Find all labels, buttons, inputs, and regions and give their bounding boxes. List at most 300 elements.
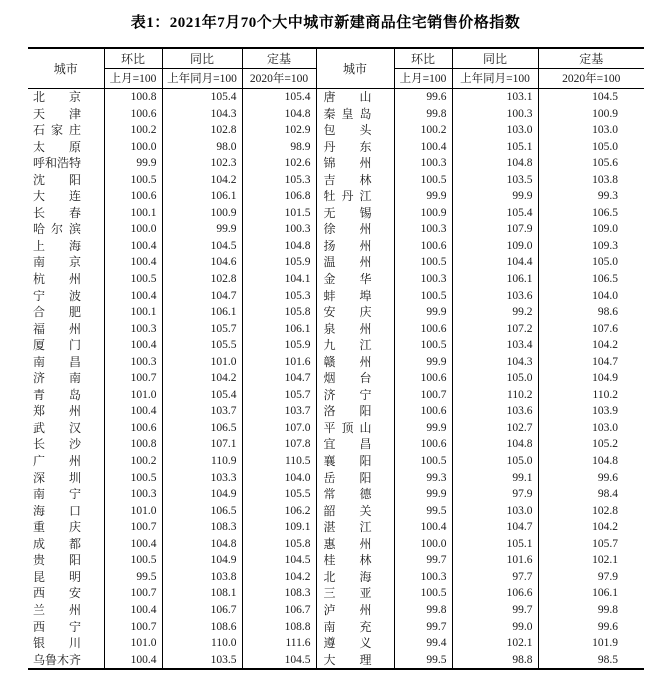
yoy-value-right: 101.6 — [452, 552, 538, 569]
mom-value-left: 100.4 — [104, 254, 162, 271]
yoy-value-left: 106.1 — [162, 304, 242, 321]
city-name-left: 哈尔滨 — [33, 222, 81, 237]
yoy-value-left: 102.8 — [162, 122, 242, 139]
city-name-left: 杭州 — [33, 272, 81, 287]
yoy-value-left: 106.5 — [162, 420, 242, 437]
header-fixedbase-right: 定基 — [538, 48, 644, 69]
table-row — [28, 254, 644, 271]
mom-value-left: 100.4 — [104, 536, 162, 553]
yoy-value-left: 103.8 — [162, 569, 242, 586]
city-name-left: 合肥 — [33, 305, 81, 320]
yoy-value-right: 105.0 — [452, 370, 538, 387]
mom-value-left: 100.7 — [104, 619, 162, 636]
table-row — [28, 139, 644, 156]
mom-value-left: 100.4 — [104, 238, 162, 255]
city-cell-left — [28, 619, 104, 636]
city-name-left: 沈阳 — [33, 172, 81, 187]
city-cell-right — [316, 321, 394, 338]
mom-value-right: 99.8 — [394, 106, 452, 123]
yoy-value-right: 97.9 — [452, 486, 538, 503]
fixedbase-value-right: 105.7 — [592, 537, 618, 550]
mom-value-right: 100.9 — [394, 205, 452, 222]
city-name-right: 包头 — [323, 123, 372, 138]
fixedbase-value-right: 97.9 — [597, 570, 618, 583]
city-cell-right — [316, 238, 394, 255]
city-name-left: 呼和浩特 — [33, 156, 82, 171]
fixedbase-value-right: 98.6 — [597, 306, 618, 319]
fixedbase-value-left: 111.6 — [242, 635, 316, 652]
city-name-left: 兰州 — [33, 602, 81, 617]
yoy-value-left: 102.3 — [162, 155, 242, 172]
city-cell-left — [28, 536, 104, 553]
table-row — [28, 271, 644, 288]
fixedbase-value-left: 102.6 — [242, 155, 316, 172]
city-cell-right — [316, 354, 394, 371]
mom-value-left: 100.4 — [104, 337, 162, 354]
fixedbase-value-right: 104.2 — [592, 339, 618, 352]
mom-value-right: 99.9 — [394, 188, 452, 205]
city-cell-right — [316, 536, 394, 553]
city-name-left: 天津 — [33, 106, 81, 121]
yoy-value-right: 104.4 — [452, 254, 538, 271]
mom-value-right: 99.4 — [394, 635, 452, 652]
table-row — [28, 436, 644, 453]
table-row — [28, 403, 644, 420]
yoy-value-right: 107.2 — [452, 321, 538, 338]
city-cell-right — [316, 172, 394, 189]
city-name-left: 北京 — [33, 90, 81, 104]
city-name-left: 石家庄 — [33, 123, 81, 138]
city-name-right: 北海 — [323, 569, 372, 584]
mom-value-right: 100.6 — [394, 403, 452, 420]
city-cell-right — [316, 569, 394, 586]
yoy-value-left: 103.5 — [162, 652, 242, 670]
fixedbase-value-right: 104.7 — [592, 355, 618, 368]
city-cell-right — [316, 585, 394, 602]
mom-value-left: 100.0 — [104, 139, 162, 156]
header-city-left: 城市 — [28, 48, 104, 89]
mom-value-right: 100.6 — [394, 370, 452, 387]
mom-value-right: 100.5 — [394, 254, 452, 271]
city-name-left: 海口 — [33, 503, 81, 518]
fixedbase-value-right: 107.6 — [592, 322, 618, 335]
city-cell-right — [316, 635, 394, 652]
mom-value-left: 101.0 — [104, 503, 162, 520]
fixedbase-value-right: 105.0 — [592, 140, 618, 153]
city-name-right: 韶关 — [323, 503, 372, 518]
table-row — [28, 221, 644, 238]
mom-value-right: 100.0 — [394, 536, 452, 553]
city-name-right: 泉州 — [323, 321, 372, 336]
yoy-value-left: 106.5 — [162, 503, 242, 520]
mom-value-left: 100.5 — [104, 552, 162, 569]
table-row — [28, 155, 644, 172]
fixedbase-value-left: 104.8 — [242, 106, 316, 123]
page-title: 表1：2021年7月70个大中城市新建商品住宅销售价格指数 — [130, 15, 521, 31]
fixedbase-value-right: 104.0 — [592, 289, 618, 302]
city-name-left: 青岛 — [33, 387, 81, 402]
city-cell-left — [28, 122, 104, 139]
yoy-value-right: 106.6 — [452, 585, 538, 602]
fixedbase-value-left: 101.6 — [242, 354, 316, 371]
fixedbase-value-right: 109.3 — [592, 239, 618, 252]
table-row — [28, 354, 644, 371]
fixedbase-value-right: 104.5 — [592, 91, 618, 103]
fixedbase-value-left: 104.2 — [242, 569, 316, 586]
fixedbase-value-right: 110.2 — [592, 388, 618, 401]
fixedbase-value-right: 105.2 — [592, 438, 618, 451]
city-name-left: 南宁 — [33, 487, 81, 502]
city-cell-left — [28, 519, 104, 536]
mom-value-left: 100.8 — [104, 89, 162, 106]
table-row — [28, 172, 644, 189]
fixedbase-value-right: 104.9 — [592, 372, 618, 385]
city-name-left: 太原 — [33, 139, 81, 154]
city-cell-left — [28, 271, 104, 288]
city-cell-right — [316, 420, 394, 437]
city-name-right: 常德 — [323, 487, 372, 502]
mom-value-left: 99.9 — [104, 155, 162, 172]
mom-value-right: 99.9 — [394, 354, 452, 371]
mom-value-right: 100.6 — [394, 436, 452, 453]
fixedbase-value-right: 103.0 — [592, 124, 618, 137]
mom-value-left: 100.4 — [104, 403, 162, 420]
city-name-left: 昆明 — [33, 569, 81, 584]
city-cell-left — [28, 470, 104, 487]
city-cell-right — [316, 436, 394, 453]
city-cell-left — [28, 420, 104, 437]
yoy-value-right: 104.8 — [452, 155, 538, 172]
mom-value-left: 100.6 — [104, 188, 162, 205]
mom-value-right: 99.9 — [394, 486, 452, 503]
table-row — [28, 238, 644, 255]
table-row — [28, 635, 644, 652]
city-name-right: 岳阳 — [323, 470, 372, 485]
mom-value-left: 100.4 — [104, 288, 162, 305]
fixedbase-value-left: 108.8 — [242, 619, 316, 636]
fixedbase-value-right: 105.0 — [592, 256, 618, 269]
city-name-left: 长春 — [33, 205, 81, 220]
city-name-right: 徐州 — [323, 222, 372, 237]
city-cell-left — [28, 453, 104, 470]
yoy-value-right: 103.5 — [452, 172, 538, 189]
fixedbase-value-left: 98.9 — [242, 139, 316, 156]
fixedbase-value-left: 105.9 — [242, 254, 316, 271]
mom-value-right: 100.6 — [394, 238, 452, 255]
table-row — [28, 619, 644, 636]
city-cell-right — [316, 89, 394, 106]
mom-value-left: 100.6 — [104, 420, 162, 437]
yoy-value-left: 104.7 — [162, 288, 242, 305]
yoy-value-left: 108.1 — [162, 585, 242, 602]
fixedbase-value-left: 105.7 — [242, 387, 316, 404]
yoy-value-left: 105.4 — [162, 89, 242, 106]
fixedbase-value-left: 108.3 — [242, 585, 316, 602]
fixedbase-value-right: 98.4 — [597, 488, 618, 501]
fixedbase-value-left: 107.0 — [242, 420, 316, 437]
fixedbase-value-right: 106.5 — [592, 206, 618, 219]
mom-value-left: 100.7 — [104, 370, 162, 387]
fixedbase-value-left: 105.3 — [242, 288, 316, 305]
city-name-right: 锦州 — [323, 156, 372, 171]
fixedbase-value-left: 105.5 — [242, 486, 316, 503]
mom-value-left: 100.2 — [104, 453, 162, 470]
mom-value-left: 100.7 — [104, 519, 162, 536]
table-row — [28, 652, 644, 670]
fixedbase-value-left: 105.3 — [242, 172, 316, 189]
city-cell-right — [316, 122, 394, 139]
city-cell-left — [28, 172, 104, 189]
fixedbase-value-left: 104.5 — [242, 552, 316, 569]
city-cell-left — [28, 304, 104, 321]
city-name-right: 吉林 — [323, 172, 372, 187]
fixedbase-value-left: 110.5 — [242, 453, 316, 470]
yoy-value-right: 100.3 — [452, 106, 538, 123]
mom-value-right: 99.6 — [394, 89, 452, 106]
yoy-value-right: 103.4 — [452, 337, 538, 354]
fixedbase-value-left: 105.9 — [242, 337, 316, 354]
mom-value-right: 100.2 — [394, 122, 452, 139]
city-name-right: 襄阳 — [323, 454, 372, 469]
city-cell-left — [28, 486, 104, 503]
header-mom-right: 环比 — [394, 48, 452, 69]
city-name-left: 武汉 — [33, 420, 81, 435]
city-name-right: 泸州 — [323, 602, 372, 617]
yoy-value-right: 97.7 — [452, 569, 538, 586]
city-cell-right — [316, 486, 394, 503]
mom-value-left: 100.3 — [104, 486, 162, 503]
fixedbase-value-right: 101.9 — [592, 637, 618, 650]
mom-value-left: 100.2 — [104, 122, 162, 139]
fixedbase-value-right: 99.6 — [597, 471, 618, 484]
yoy-value-left: 98.0 — [162, 139, 242, 156]
mom-value-left: 100.8 — [104, 436, 162, 453]
city-cell-right — [316, 503, 394, 520]
mom-value-left: 100.3 — [104, 321, 162, 338]
mom-value-left: 100.3 — [104, 354, 162, 371]
fixedbase-value-right: 99.6 — [597, 620, 618, 633]
yoy-value-right: 103.6 — [452, 288, 538, 305]
table-row — [28, 536, 644, 553]
yoy-value-right: 104.8 — [452, 436, 538, 453]
city-cell-right — [316, 271, 394, 288]
city-name-right: 桂林 — [323, 553, 372, 568]
yoy-value-left: 104.9 — [162, 552, 242, 569]
header-yoy-right: 同比 — [452, 48, 538, 69]
header-fixedbase-base-right: 2020年=100 — [538, 69, 644, 89]
mom-value-right: 100.3 — [394, 221, 452, 238]
city-name-right: 无锡 — [323, 205, 372, 220]
fixedbase-value-left: 105.4 — [242, 89, 316, 106]
table-row — [28, 569, 644, 586]
fixedbase-value-right: 103.8 — [592, 173, 618, 186]
fixedbase-value-right: 98.5 — [597, 653, 618, 666]
fixedbase-value-left: 103.7 — [242, 403, 316, 420]
fixedbase-value-left: 102.9 — [242, 122, 316, 139]
city-cell-left — [28, 354, 104, 371]
city-name-left: 南昌 — [33, 354, 81, 369]
city-name-left: 西安 — [33, 586, 81, 601]
yoy-value-right: 104.7 — [452, 519, 538, 536]
yoy-value-right: 103.6 — [452, 403, 538, 420]
city-name-right: 惠州 — [323, 536, 372, 551]
yoy-value-right: 105.1 — [452, 139, 538, 156]
fixedbase-value-left: 100.3 — [242, 221, 316, 238]
fixedbase-value-left: 107.8 — [242, 436, 316, 453]
city-cell-left — [28, 321, 104, 338]
yoy-value-left: 108.6 — [162, 619, 242, 636]
fixedbase-value-right: 105.6 — [592, 157, 618, 170]
mom-value-right: 100.5 — [394, 288, 452, 305]
fixedbase-value-right: 106.1 — [592, 587, 618, 600]
table-row — [28, 602, 644, 619]
header-fixedbase-left: 定基 — [242, 48, 316, 69]
yoy-value-right: 109.0 — [452, 238, 538, 255]
yoy-value-left: 103.3 — [162, 470, 242, 487]
table-row — [28, 387, 644, 404]
city-name-right: 湛江 — [323, 520, 372, 535]
mom-value-left: 101.0 — [104, 387, 162, 404]
city-cell-left — [28, 569, 104, 586]
city-name-right: 唐山 — [323, 90, 372, 104]
city-name-left: 深圳 — [33, 470, 81, 485]
table-header — [28, 48, 644, 89]
table-row — [28, 288, 644, 305]
fixedbase-value-left: 106.7 — [242, 602, 316, 619]
city-name-left: 乌鲁木齐 — [33, 652, 82, 667]
yoy-value-left: 104.8 — [162, 536, 242, 553]
yoy-value-right: 107.9 — [452, 221, 538, 238]
city-cell-left — [28, 602, 104, 619]
city-name-right: 扬州 — [323, 238, 372, 253]
city-cell-right — [316, 652, 394, 670]
city-cell-left — [28, 238, 104, 255]
table-row — [28, 519, 644, 536]
yoy-value-right: 106.1 — [452, 271, 538, 288]
city-cell-right — [316, 387, 394, 404]
mom-value-right: 100.3 — [394, 271, 452, 288]
fixedbase-value-left: 106.1 — [242, 321, 316, 338]
yoy-value-right: 105.4 — [452, 205, 538, 222]
table-row — [28, 304, 644, 321]
table-row — [28, 188, 644, 205]
city-name-right: 秦皇岛 — [323, 106, 372, 121]
table-row — [28, 503, 644, 520]
yoy-value-right: 102.7 — [452, 420, 538, 437]
fixedbase-value-left: 104.5 — [242, 652, 316, 670]
city-name-left: 福州 — [33, 321, 81, 336]
city-cell-left — [28, 221, 104, 238]
mom-value-left: 100.7 — [104, 585, 162, 602]
city-cell-left — [28, 436, 104, 453]
city-cell-left — [28, 288, 104, 305]
city-cell-right — [316, 337, 394, 354]
yoy-value-right: 105.1 — [452, 536, 538, 553]
mom-value-left: 100.4 — [104, 602, 162, 619]
header-yoy-left: 同比 — [162, 48, 242, 69]
fixedbase-value-right: 100.9 — [592, 107, 618, 120]
city-name-left: 贵阳 — [33, 553, 81, 568]
header-mom-base-left: 上月=100 — [104, 69, 162, 89]
city-cell-left — [28, 585, 104, 602]
yoy-value-left: 102.8 — [162, 271, 242, 288]
yoy-value-left: 104.5 — [162, 238, 242, 255]
city-cell-right — [316, 470, 394, 487]
price-index-table — [28, 47, 644, 670]
city-name-right: 宜昌 — [323, 437, 372, 452]
mom-value-right: 99.3 — [394, 470, 452, 487]
header-fixedbase-base-left: 2020年=100 — [242, 69, 316, 89]
yoy-value-left: 107.1 — [162, 436, 242, 453]
yoy-value-left: 110.0 — [162, 635, 242, 652]
city-name-left: 郑州 — [33, 404, 81, 419]
city-cell-left — [28, 139, 104, 156]
mom-value-left: 100.1 — [104, 205, 162, 222]
mom-value-right: 100.5 — [394, 453, 452, 470]
mom-value-right: 100.6 — [394, 321, 452, 338]
fixedbase-value-right: 102.1 — [592, 554, 618, 567]
fixedbase-value-left: 101.5 — [242, 205, 316, 222]
city-cell-left — [28, 403, 104, 420]
yoy-value-left: 104.2 — [162, 370, 242, 387]
city-name-right: 安庆 — [323, 305, 372, 320]
city-name-right: 大理 — [323, 652, 372, 667]
header-row-1 — [28, 48, 644, 69]
mom-value-left: 100.5 — [104, 172, 162, 189]
fixedbase-value-right: 103.9 — [592, 405, 618, 418]
yoy-value-right: 99.2 — [452, 304, 538, 321]
city-name-right: 温州 — [323, 255, 372, 270]
city-cell-right — [316, 370, 394, 387]
mom-value-right: 100.3 — [394, 155, 452, 172]
table-row — [28, 205, 644, 222]
mom-value-right: 99.7 — [394, 619, 452, 636]
mom-value-right: 99.5 — [394, 503, 452, 520]
table-row — [28, 321, 644, 338]
mom-value-left: 100.1 — [104, 304, 162, 321]
city-name-right: 三亚 — [323, 586, 372, 601]
fixedbase-value-left: 106.8 — [242, 188, 316, 205]
fixedbase-value-right: 99.3 — [597, 190, 618, 203]
header-mom-base-right: 上月=100 — [394, 69, 452, 89]
city-cell-right — [316, 254, 394, 271]
city-cell-left — [28, 254, 104, 271]
city-name-left: 上海 — [33, 238, 81, 253]
fixedbase-value-right: 104.2 — [592, 521, 618, 534]
fixedbase-value-left: 104.8 — [242, 238, 316, 255]
yoy-value-right: 103.0 — [452, 122, 538, 139]
city-name-right: 平顶山 — [323, 420, 372, 435]
city-cell-left — [28, 652, 104, 670]
city-name-left: 宁波 — [33, 288, 81, 303]
yoy-value-left: 101.0 — [162, 354, 242, 371]
mom-value-right: 100.5 — [394, 585, 452, 602]
yoy-value-right: 99.7 — [452, 602, 538, 619]
yoy-value-left: 100.9 — [162, 205, 242, 222]
city-cell-right — [316, 602, 394, 619]
table-row — [28, 470, 644, 487]
city-cell-right — [316, 453, 394, 470]
fixedbase-value-left: 104.0 — [242, 470, 316, 487]
table-row — [28, 552, 644, 569]
city-cell-left — [28, 155, 104, 172]
yoy-value-left: 106.1 — [162, 188, 242, 205]
city-cell-right — [316, 106, 394, 123]
mom-value-left: 100.5 — [104, 271, 162, 288]
city-cell-left — [28, 205, 104, 222]
mom-value-right: 99.9 — [394, 304, 452, 321]
city-cell-left — [28, 89, 104, 106]
